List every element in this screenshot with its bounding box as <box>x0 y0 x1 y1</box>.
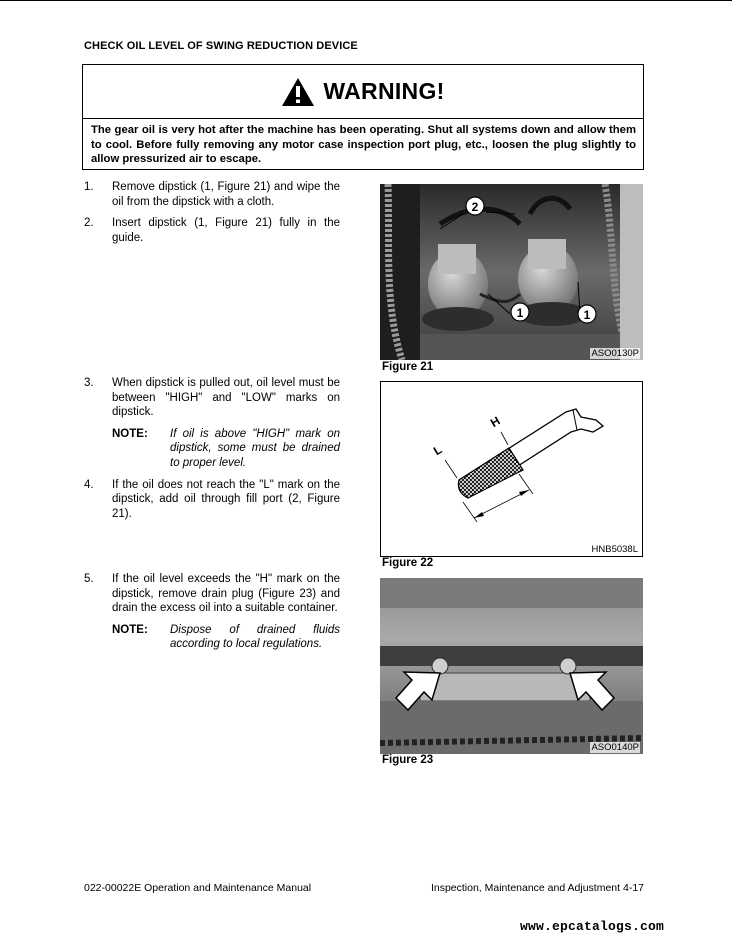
footer-left: 022-00022E Operation and Maintenance Manual <box>84 882 312 894</box>
figure-code: HNB5038L <box>591 544 638 555</box>
note-label: NOTE: <box>112 427 148 440</box>
steps-group-2 <box>84 376 340 528</box>
figure-code: ASO0130P <box>591 348 639 359</box>
swing-motor-photo <box>380 184 643 360</box>
step-text: Insert dipstick (1, Figure 21) fully in the guide. <box>112 217 340 244</box>
figure-22-diagram <box>380 381 643 557</box>
step-number: 4. <box>84 478 94 491</box>
warning-text: The gear oil is very hot after the machine has been operating. Shut all systems down and allow them to cool. Before fully removing any motor case inspection port plug, etc., loosen the plug slightly to allow pressurized air to escape. <box>91 124 636 165</box>
figure-21-caption: Figure 21 <box>382 361 434 373</box>
dipstick-diagram <box>381 382 642 556</box>
step-item <box>84 216 340 245</box>
note <box>112 427 340 471</box>
figure-23-caption: Figure 23 <box>382 754 434 766</box>
note <box>112 623 340 652</box>
step-number: 2. <box>84 217 94 230</box>
warning-title: WARNING! <box>323 78 445 104</box>
step-item <box>84 572 340 616</box>
note-text: If oil is above "HIGH" mark on dipstick, some must be drained to proper level. <box>170 427 340 469</box>
step-number: 3. <box>84 377 94 389</box>
drain-plug-photo <box>380 578 643 754</box>
step-text: Remove dipstick (1, Figure 21) and wipe the oil from the dipstick with a cloth. <box>112 181 340 208</box>
warning-box <box>82 64 644 170</box>
warning-header <box>83 65 643 119</box>
figure-23-photo <box>380 578 643 754</box>
warning-triangle-icon <box>281 77 315 107</box>
step-item <box>84 180 340 209</box>
figure-21-photo <box>380 184 643 360</box>
step-item <box>84 478 340 522</box>
watermark-url[interactable]: www.epcatalogs.com <box>520 919 665 934</box>
callout-1: 1 <box>516 306 524 320</box>
top-rule <box>0 0 732 1</box>
steps-group-3 <box>84 572 340 659</box>
step-text: If the oil does not reach the "L" mark on the dipstick, add oil through fill port (2, Figure 21). <box>112 478 340 520</box>
step-number: 5. <box>84 573 94 585</box>
figure-code: ASO0140P <box>591 742 639 753</box>
label-l: L <box>431 442 445 459</box>
label-h: H <box>488 413 503 431</box>
section-heading: CHECK OIL LEVEL OF SWING REDUCTION DEVICE <box>84 40 358 52</box>
step-item <box>84 376 340 420</box>
steps-group-1 <box>84 180 340 252</box>
callout-2: 2 <box>471 200 479 214</box>
step-number: 1. <box>84 181 94 193</box>
callout-1b: 1 <box>583 308 591 322</box>
figure-22-caption: Figure 22 <box>382 557 434 569</box>
note-text: Dispose of drained fluids according to local regulations. <box>170 623 340 651</box>
step-text: If the oil level exceeds the "H" mark on the dipstick, remove drain plug (Figure 23) and drain the excess oil into a suitable container. <box>112 573 340 615</box>
footer-right: Inspection, Maintenance and Adjustment 4-17 <box>430 882 644 894</box>
note-label: NOTE: <box>112 623 148 636</box>
step-text: When dipstick is pulled out, oil level must be between "HIGH" and "LOW" marks on dipstick. <box>112 377 340 419</box>
